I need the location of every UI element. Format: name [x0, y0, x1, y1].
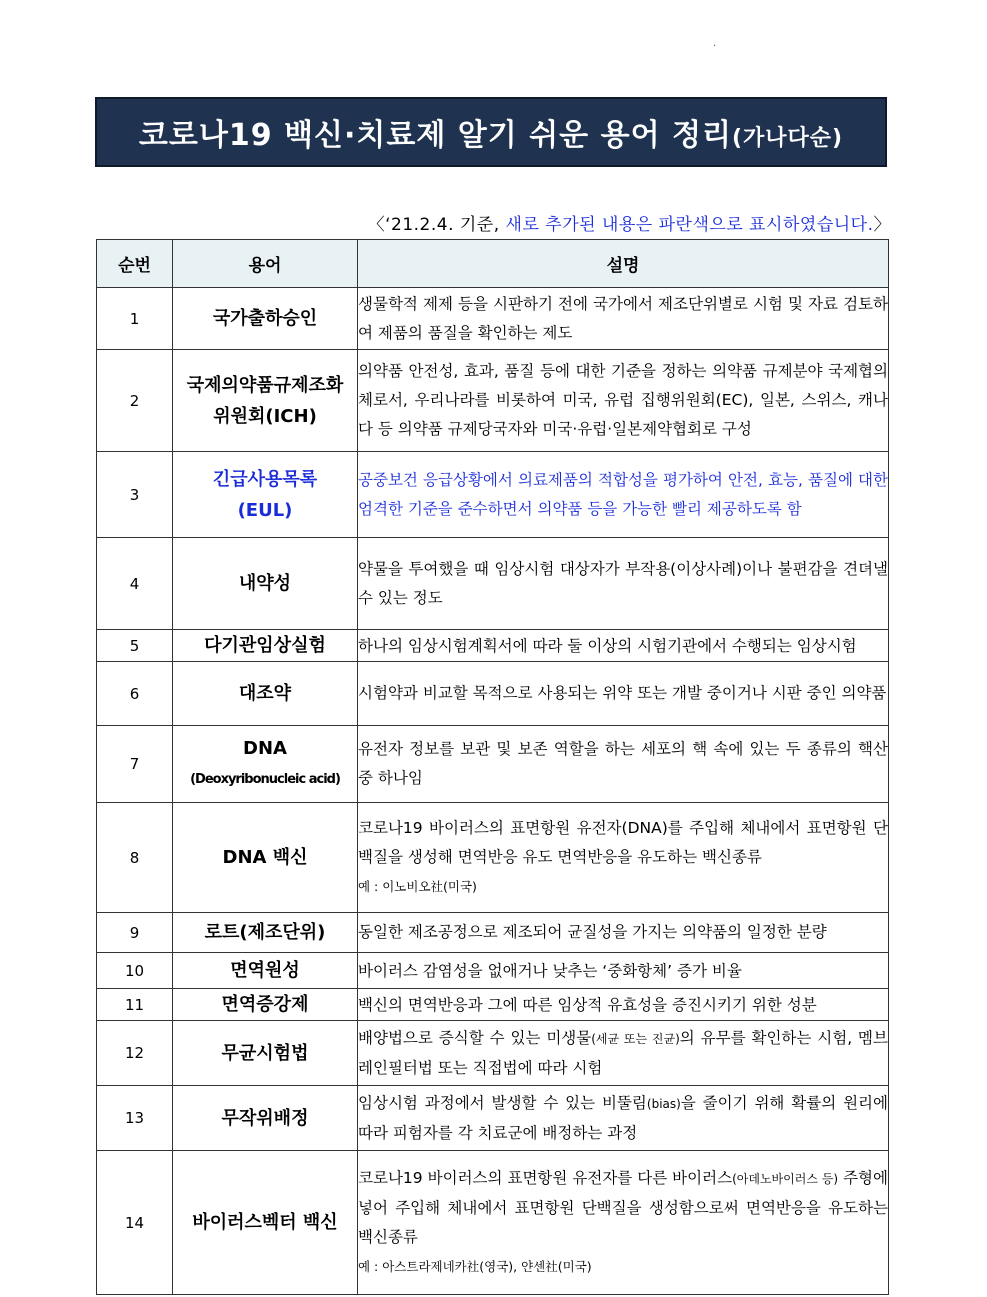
row-term [173, 452, 358, 538]
row-number: 7 [97, 726, 173, 803]
table-row [97, 662, 889, 726]
date-note [368, 210, 891, 235]
note-blue-text: 새로 추가된 내용은 파란색으로 표시하였습니다. [505, 215, 874, 235]
row-term: 대조약 [173, 662, 358, 726]
header-description: 설명 [358, 240, 889, 288]
page-title [139, 110, 843, 154]
row-number: 13 [97, 1086, 173, 1151]
row-term: 무작위배정 [173, 1086, 358, 1151]
row-description: 백신의 면역반응과 그에 따른 임상적 유효성을 증진시키기 위한 성분 [358, 989, 889, 1021]
row-term-line1: DNA [243, 738, 287, 759]
row-description: 생물학적 제제 등을 시판하기 전에 국가에서 제조단위별로 시험 및 자료 검토하여 제품의 품질을 확인하는 제도 [358, 288, 889, 350]
row-description-aside: (bias) [646, 1096, 681, 1111]
row-number: 11 [97, 989, 173, 1021]
title-banner [95, 97, 887, 167]
row-term-line2: 위원회(ICH) [213, 405, 317, 427]
row-term-line2: (EUL) [237, 499, 293, 521]
row-example: 예 : 이노비오社(미국) [358, 879, 477, 894]
row-description [358, 1086, 889, 1151]
row-term: DNA 백신 [173, 803, 358, 913]
table-row [97, 989, 889, 1021]
row-number: 2 [97, 350, 173, 452]
row-number: 8 [97, 803, 173, 913]
row-term-line1: 긴급사용목록 [212, 468, 318, 490]
row-description: 공중보건 응급상황에서 의료제품의 적합성을 평가하여 안전, 효능, 품질에 대한 엄격한 기준을 준수하면서 의약품 등을 가능한 빨리 제공하도록 함 [358, 452, 889, 538]
table-row [97, 1151, 889, 1295]
row-number: 1 [97, 288, 173, 350]
table-row [97, 538, 889, 630]
row-description: 하나의 임상시험계획서에 따라 둘 이상의 시험기관에서 수행되는 임상시험 [358, 630, 889, 662]
note-suffix: 〉 [873, 215, 891, 235]
row-example: 예 : 아스트라제네카社(영국), 얀센社(미국) [358, 1259, 592, 1274]
row-description: 약물을 투여했을 때 임상시험 대상자가 부작용(이상사례)이나 불편감을 견뎌낼 수 있는 정도 [358, 538, 889, 630]
table-row [97, 726, 889, 803]
row-number: 14 [97, 1151, 173, 1295]
row-number: 12 [97, 1021, 173, 1086]
row-description-text: 배양법으로 증식할 수 있는 미생물 [358, 1028, 592, 1047]
row-number: 3 [97, 452, 173, 538]
row-number: 6 [97, 662, 173, 726]
row-description: 바이러스 감염성을 없애거나 낮추는 ‘중화항체’ 증가 비율 [358, 953, 889, 989]
row-description-text-cont: 주형에 넣어 주입해 체내에서 표면항원 단백질을 생성함으로써 면역반응을 유도하는 백신종류 [358, 1169, 888, 1246]
page-title-text: 코로나19 백신·치료제 알기 쉬운 용어 정리 [138, 118, 732, 153]
row-term: 다기관임상실험 [173, 630, 358, 662]
row-description: 의약품 안전성, 효과, 품질 등에 대한 기준을 정하는 의약품 규제분야 국제협의체로서, 우리나라를 비롯하여 미국, 유럽 집행위원회(EC), 일본, 스위스, 캐나다 등 의약품 규제당국자와 미국·유럽·일본제약협회로 구성 [358, 350, 889, 452]
row-description-text: 임상시험 과정에서 발생할 수 있는 비뚤림 [358, 1093, 647, 1112]
row-description [358, 803, 889, 913]
row-term: 바이러스벡터 백신 [173, 1151, 358, 1295]
row-description-aside: (세균 또는 진균) [591, 1031, 680, 1046]
row-term-line1: 국제의약품규제조화 [186, 374, 344, 396]
table-row [97, 1021, 889, 1086]
row-term: 무균시험법 [173, 1021, 358, 1086]
row-description: 시험약과 비교할 목적으로 사용되는 위약 또는 개발 중이거나 시판 중인 의약품 [358, 662, 889, 726]
table-row [97, 803, 889, 913]
table-header-row [97, 240, 889, 288]
row-description-text: 코로나19 바이러스의 표면항원 유전자를 다른 바이러스 [358, 1169, 733, 1187]
row-number: 10 [97, 953, 173, 989]
row-description [358, 1151, 889, 1295]
row-term: 국가출하승인 [173, 288, 358, 350]
row-term-line2: (Deoxyribonucleic acid) [190, 772, 340, 787]
table-row [97, 1086, 889, 1151]
row-description-text: 코로나19 바이러스의 표면항원 유전자(DNA)를 주입해 체내에서 표면항원 단백질을 생성해 면역반응 유도 면역반응을 유도하는 백신종류 [358, 819, 888, 866]
table-row [97, 350, 889, 452]
row-term: 면역증강제 [173, 989, 358, 1021]
glossary-table [96, 239, 889, 1295]
row-term [173, 726, 358, 803]
row-description: 동일한 제조공정으로 제조되어 균질성을 가지는 의약품의 일정한 분량 [358, 913, 889, 953]
row-term: 면역원성 [173, 953, 358, 989]
row-description-text-cont: 을 줄이기 위해 확률의 원리에 따라 피험자를 각 치료군에 배정하는 과정 [358, 1093, 888, 1142]
table-row [97, 452, 889, 538]
page-title-suffix: (가나다순) [731, 126, 844, 151]
row-term: 로트(제조단위) [173, 913, 358, 953]
row-term [173, 350, 358, 452]
table-row [97, 288, 889, 350]
header-number: 순번 [97, 240, 173, 288]
table-row [97, 913, 889, 953]
table-row [97, 953, 889, 989]
table-row [97, 630, 889, 662]
row-number: 4 [97, 538, 173, 630]
row-term: 내약성 [173, 538, 358, 630]
header-term: 용어 [173, 240, 358, 288]
row-description: 유전자 정보를 보관 및 보존 역할을 하는 세포의 핵 속에 있는 두 종류의 핵산 중 하나임 [358, 726, 889, 803]
row-description-aside: (아데노바이러스 등) [732, 1172, 839, 1186]
row-description [358, 1021, 889, 1086]
row-description-text-cont: 의 유무를 확인하는 시험, 멤브레인필터법 또는 직접법에 따라 시험 [358, 1028, 888, 1077]
stray-dot: . [713, 38, 717, 49]
row-number: 5 [97, 630, 173, 662]
row-number: 9 [97, 913, 173, 953]
note-prefix: 〈‘21.2.4. 기준, [367, 215, 506, 235]
